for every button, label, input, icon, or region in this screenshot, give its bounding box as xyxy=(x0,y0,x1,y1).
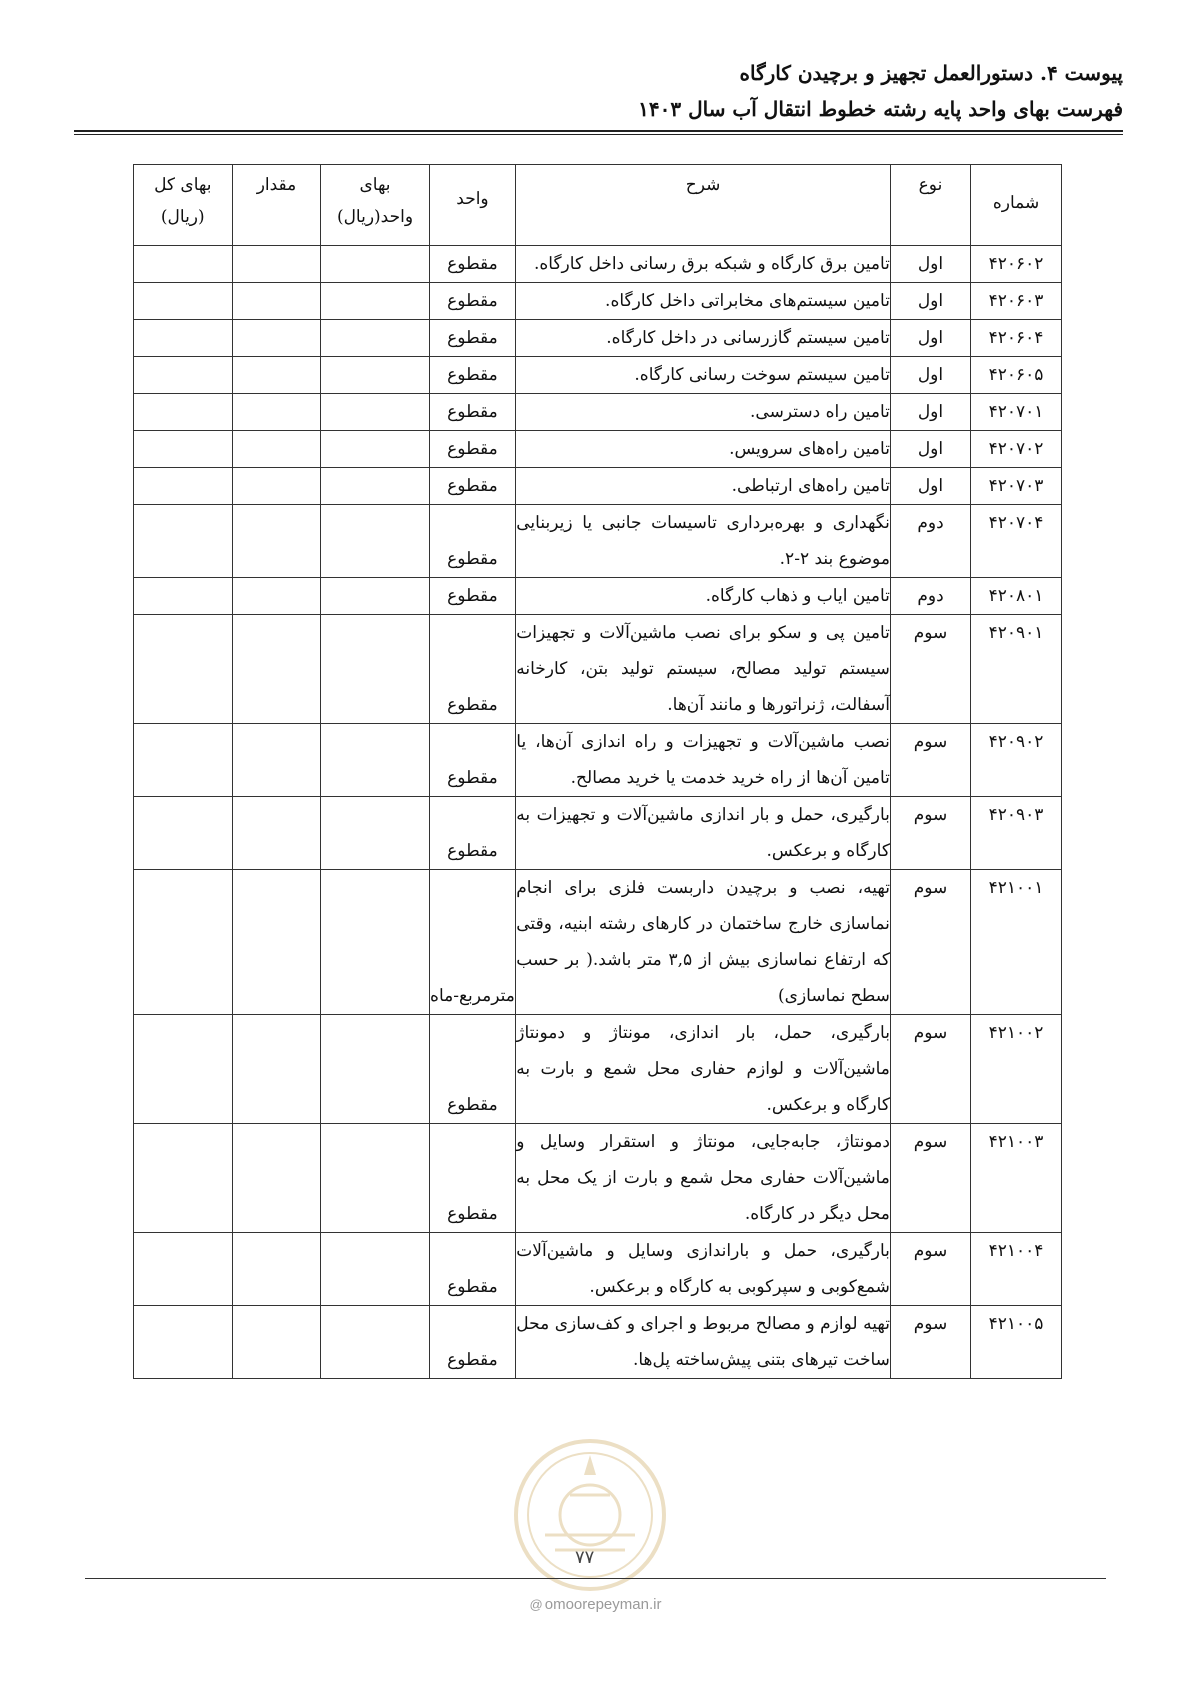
header-description: شرح xyxy=(516,165,891,246)
row-total-price xyxy=(134,468,233,505)
table-row xyxy=(134,505,1062,578)
row-number: ۴۲۱۰۰۵ xyxy=(971,1306,1062,1379)
row-quantity xyxy=(232,1015,321,1124)
row-quantity xyxy=(232,357,321,394)
row-total-price xyxy=(134,724,233,797)
row-quantity xyxy=(232,1233,321,1306)
row-description: دمونتاژ، جابه‌جایی، مونتاژ و استقرار وسایل و ماشین‌آلات حفاری محل شمع و بارت از یک محل به محل دیگر در کارگاه. xyxy=(516,1124,891,1233)
row-total-price xyxy=(134,870,233,1015)
row-quantity xyxy=(232,394,321,431)
row-type: اول xyxy=(890,283,970,320)
table-row xyxy=(134,320,1062,357)
row-unit-price xyxy=(321,724,429,797)
row-total-price xyxy=(134,1233,233,1306)
row-number: ۴۲۰۷۰۲ xyxy=(971,431,1062,468)
row-type: اول xyxy=(890,468,970,505)
table-row xyxy=(134,394,1062,431)
row-quantity xyxy=(232,505,321,578)
row-unit: مقطوع xyxy=(429,246,516,283)
row-quantity xyxy=(232,578,321,615)
row-number: ۴۲۰۷۰۳ xyxy=(971,468,1062,505)
table-row xyxy=(134,357,1062,394)
row-unit: مقطوع xyxy=(429,1306,516,1379)
row-unit: مقطوع xyxy=(429,505,516,578)
row-type: اول xyxy=(890,357,970,394)
row-quantity xyxy=(232,468,321,505)
row-description: بارگیری، حمل و بار اندازی ماشین‌آلات و تجهیزات به کارگاه و برعکس. xyxy=(516,797,891,870)
table-row xyxy=(134,1233,1062,1306)
row-unit-price xyxy=(321,468,429,505)
table-row xyxy=(134,724,1062,797)
row-type: اول xyxy=(890,320,970,357)
row-type: سوم xyxy=(890,870,970,1015)
row-total-price xyxy=(134,797,233,870)
row-description: تامین سیستم‌های مخابراتی داخل کارگاه. xyxy=(516,283,891,320)
row-type: اول xyxy=(890,394,970,431)
header-number: شماره xyxy=(971,165,1062,246)
header-quantity: مقدار xyxy=(232,165,321,246)
row-unit: مقطوع xyxy=(429,724,516,797)
row-description: تهیه، نصب و برچیدن داربست فلزی برای انجام نماسازی خارج ساختمان در کارهای رشته ابنیه، وقتی که ارتفاع نماسازی بیش از ۳,۵ متر باشد.( بر حسب سطح نماسازی) xyxy=(516,870,891,1015)
table-row xyxy=(134,1015,1062,1124)
row-total-price xyxy=(134,246,233,283)
row-number: ۴۲۰۹۰۱ xyxy=(971,615,1062,724)
row-number: ۴۲۰۶۰۵ xyxy=(971,357,1062,394)
seal-watermark xyxy=(510,1435,670,1595)
row-unit: مقطوع xyxy=(429,283,516,320)
row-type: سوم xyxy=(890,1015,970,1124)
header-rule-thin xyxy=(74,134,1123,135)
row-total-price xyxy=(134,615,233,724)
table-row xyxy=(134,615,1062,724)
row-type: اول xyxy=(890,246,970,283)
row-description: تامین پی و سکو برای نصب ماشین‌آلات و تجهیزات سیستم تولید مصالح، سیستم تولید بتن، کارخانه آسفالت، ژنراتورها و مانند آن‌ها. xyxy=(516,615,891,724)
row-unit-price xyxy=(321,870,429,1015)
row-quantity xyxy=(232,615,321,724)
row-number: ۴۲۰۹۰۳ xyxy=(971,797,1062,870)
row-number: ۴۲۰۹۰۲ xyxy=(971,724,1062,797)
row-description: نگهداری و بهره‌برداری تاسیسات جانبی یا زیربنایی موضوع بند ۲-۲. xyxy=(516,505,891,578)
table-row xyxy=(134,246,1062,283)
row-type: سوم xyxy=(890,1233,970,1306)
header-total-price: بهای کل (ریال) xyxy=(134,165,233,246)
row-description: بارگیری، حمل و باراندازی وسایل و ماشین‌آلات شمع‌کوبی و سپرکوبی به کارگاه و برعکس. xyxy=(516,1233,891,1306)
header-rule-thick xyxy=(74,130,1123,132)
row-type: دوم xyxy=(890,505,970,578)
row-total-price xyxy=(134,1015,233,1124)
row-quantity xyxy=(232,797,321,870)
document-header xyxy=(63,58,1123,124)
page-number: ۷۷ xyxy=(575,1547,595,1568)
row-quantity xyxy=(232,283,321,320)
appendix-title: پیوست ۴. دستورالعمل تجهیز و برچیدن کارگاه xyxy=(739,61,1123,85)
row-unit: مقطوع xyxy=(429,578,516,615)
row-unit-price xyxy=(321,797,429,870)
row-total-price xyxy=(134,578,233,615)
row-unit-price xyxy=(321,283,429,320)
table-row xyxy=(134,870,1062,1015)
row-quantity xyxy=(232,431,321,468)
header-type: نوع xyxy=(890,165,970,246)
row-total-price xyxy=(134,283,233,320)
row-unit-price xyxy=(321,1015,429,1124)
row-unit: مقطوع xyxy=(429,1124,516,1233)
header-unit-price: بهای واحد(ریال) xyxy=(321,165,429,246)
row-description: تامین سیستم گازرسانی در داخل کارگاه. xyxy=(516,320,891,357)
row-description: نصب ماشین‌آلات و تجهیزات و راه اندازی آن‌ها، یا تامین آن‌ها از راه خرید خدمت یا خرید مصالح. xyxy=(516,724,891,797)
row-total-price xyxy=(134,431,233,468)
row-unit: مقطوع xyxy=(429,394,516,431)
row-type: سوم xyxy=(890,797,970,870)
row-unit: مقطوع xyxy=(429,468,516,505)
row-type: دوم xyxy=(890,578,970,615)
price-table xyxy=(133,164,1062,1379)
row-total-price xyxy=(134,1124,233,1233)
row-description: تامین راه‌های ارتباطی. xyxy=(516,468,891,505)
row-unit-price xyxy=(321,1124,429,1233)
row-unit: مقطوع xyxy=(429,357,516,394)
row-unit-price xyxy=(321,615,429,724)
row-total-price xyxy=(134,394,233,431)
row-unit-price xyxy=(321,357,429,394)
table-row xyxy=(134,1306,1062,1379)
row-unit: مقطوع xyxy=(429,797,516,870)
row-number: ۴۲۰۶۰۴ xyxy=(971,320,1062,357)
row-number: ۴۲۱۰۰۴ xyxy=(971,1233,1062,1306)
row-total-price xyxy=(134,505,233,578)
row-number: ۴۲۱۰۰۱ xyxy=(971,870,1062,1015)
table-row xyxy=(134,797,1062,870)
row-description: تامین ایاب و ذهاب کارگاه. xyxy=(516,578,891,615)
row-type: سوم xyxy=(890,1124,970,1233)
row-description: تامین راه‌های سرویس. xyxy=(516,431,891,468)
row-total-price xyxy=(134,320,233,357)
row-type: سوم xyxy=(890,724,970,797)
row-quantity xyxy=(232,870,321,1015)
at-icon: @ xyxy=(529,1597,543,1612)
row-unit-price xyxy=(321,1306,429,1379)
row-unit: مقطوع xyxy=(429,431,516,468)
row-type: سوم xyxy=(890,1306,970,1379)
row-unit-price xyxy=(321,578,429,615)
price-list-title: فهرست بهای واحد پایه رشته خطوط انتقال آب سال ۱۴۰۳ xyxy=(638,97,1123,121)
table-row xyxy=(134,431,1062,468)
row-number: ۴۲۰۷۰۴ xyxy=(971,505,1062,578)
table-row xyxy=(134,1124,1062,1233)
footer-watermark: @ omoorepeyman.ir xyxy=(529,1596,662,1613)
row-unit: مقطوع xyxy=(429,1015,516,1124)
table-row xyxy=(134,283,1062,320)
row-unit-price xyxy=(321,246,429,283)
row-number: ۴۲۱۰۰۲ xyxy=(971,1015,1062,1124)
row-quantity xyxy=(232,246,321,283)
row-description: تامین برق کارگاه و شبکه برق رسانی داخل کارگاه. xyxy=(516,246,891,283)
row-unit-price xyxy=(321,431,429,468)
row-unit-price xyxy=(321,1233,429,1306)
row-type: سوم xyxy=(890,615,970,724)
row-type: اول xyxy=(890,431,970,468)
row-number: ۴۲۰۶۰۲ xyxy=(971,246,1062,283)
row-quantity xyxy=(232,724,321,797)
row-description: تهیه لوازم و مصالح مربوط و اجرای و کف‌سازی محل ساخت تیرهای بتنی پیش‌ساخته پل‌ها. xyxy=(516,1306,891,1379)
row-description: تامین سیستم سوخت رسانی کارگاه. xyxy=(516,357,891,394)
row-quantity xyxy=(232,1306,321,1379)
row-unit: مقطوع xyxy=(429,615,516,724)
table-header-row xyxy=(134,165,1062,246)
row-number: ۴۲۱۰۰۳ xyxy=(971,1124,1062,1233)
row-description: تامین راه دسترسی. xyxy=(516,394,891,431)
row-number: ۴۲۰۶۰۳ xyxy=(971,283,1062,320)
table-row xyxy=(134,578,1062,615)
row-unit: مترمربع-ماه xyxy=(429,870,516,1015)
row-number: ۴۲۰۸۰۱ xyxy=(971,578,1062,615)
row-unit-price xyxy=(321,505,429,578)
row-quantity xyxy=(232,1124,321,1233)
table-row xyxy=(134,468,1062,505)
row-unit: مقطوع xyxy=(429,1233,516,1306)
row-description: بارگیری، حمل، بار اندازی، مونتاژ و دمونتاژ ماشین‌آلات و لوازم حفاری محل شمع و بارت به کارگاه و برعکس. xyxy=(516,1015,891,1124)
row-quantity xyxy=(232,320,321,357)
row-unit: مقطوع xyxy=(429,320,516,357)
row-total-price xyxy=(134,357,233,394)
row-number: ۴۲۰۷۰۱ xyxy=(971,394,1062,431)
footer-rule xyxy=(85,1578,1106,1579)
row-unit-price xyxy=(321,320,429,357)
row-total-price xyxy=(134,1306,233,1379)
row-unit-price xyxy=(321,394,429,431)
header-unit: واحد xyxy=(429,165,516,246)
